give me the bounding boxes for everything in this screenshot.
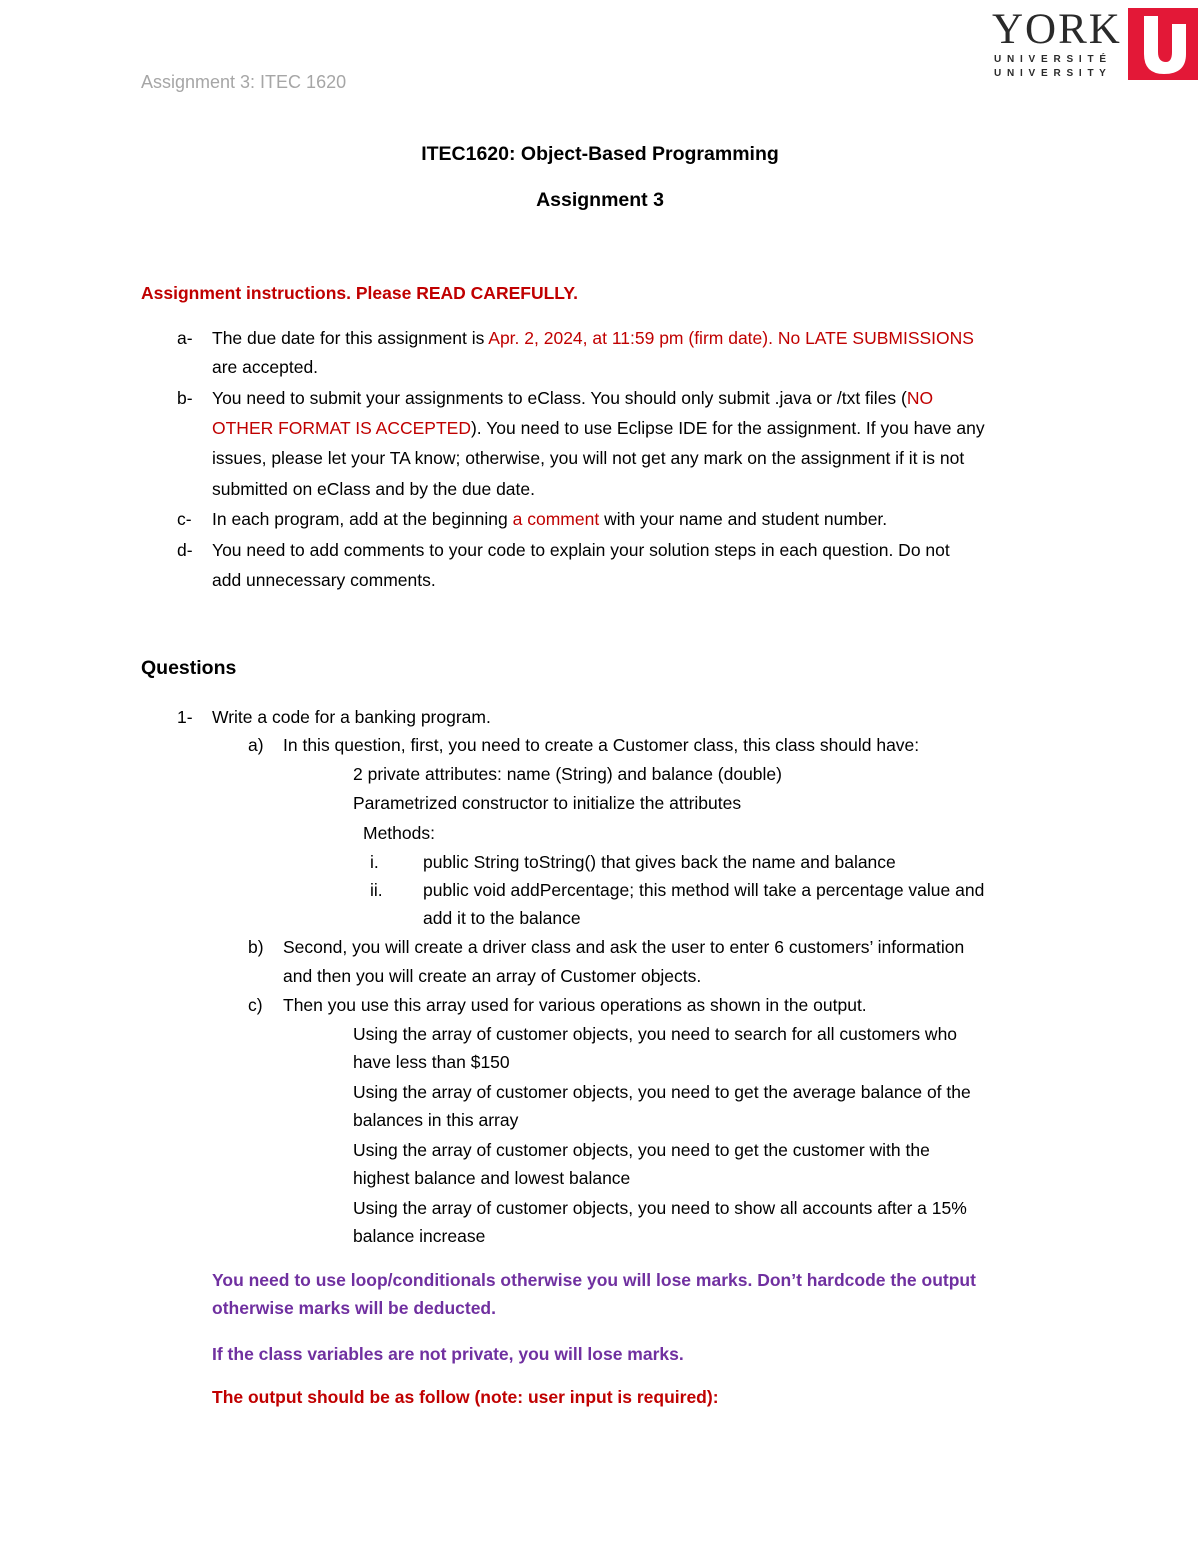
q1c-label: c) xyxy=(248,995,263,1015)
course-title: ITEC1620: Object-Based Programming xyxy=(421,143,779,165)
page-header: Assignment 3: ITEC 1620 xyxy=(141,72,347,92)
note-loops-line1: You need to use loop/conditionals otherwise you will lose marks. Don’t hardcode the output xyxy=(212,1270,976,1290)
q1b-line1: Second, you will create a driver class and ask the user to enter 6 customers’ information xyxy=(283,937,965,957)
q1-label: 1- xyxy=(177,707,193,727)
method-2-line1: public void addPercentage; this method will take a percentage value and xyxy=(423,880,985,900)
due-date-value: Apr. 2, 2024, at 11:59 pm (firm date). xyxy=(488,328,773,348)
item-b-line4: submitted on eClass and by the due date. xyxy=(212,479,535,499)
note-output-format: The output should be as follow (note: user input is required): xyxy=(212,1387,719,1407)
q1c-text: Then you use this array used for various operations as shown in the output. xyxy=(283,995,867,1015)
operation-3-line2: highest balance and lowest balance xyxy=(353,1168,631,1188)
questions-heading: Questions xyxy=(141,657,237,679)
note-private-variables: If the class variables are not private, you will lose marks. xyxy=(212,1344,684,1364)
method-2-line2: add it to the balance xyxy=(423,908,581,928)
item-b-line2: OTHER FORMAT IS ACCEPTED). You need to use Eclipse IDE for the assignment. If you have any xyxy=(212,418,985,438)
q1a-text: In this question, first, you need to create a Customer class, this class should have: xyxy=(283,735,920,755)
item-c-line: In each program, add at the beginning a comment with your name and student number. xyxy=(212,509,888,529)
q1b-line2: and then you will create an array of Customer objects. xyxy=(283,966,702,986)
operation-3-line1: Using the array of customer objects, you need to get the customer with the xyxy=(353,1140,930,1160)
item-a-line2: are accepted. xyxy=(212,357,319,377)
instructions-heading: Assignment instructions. Please READ CAREFULLY. xyxy=(141,283,578,303)
note-loops-line2: otherwise marks will be deducted. xyxy=(212,1298,496,1318)
q1b-label: b) xyxy=(248,937,264,957)
item-c-label: c- xyxy=(177,509,192,529)
q1a-attribute-2: Parametrized constructor to initialize the attributes xyxy=(353,793,742,813)
no-late-submissions: No LATE SUBMISSIONS xyxy=(777,328,974,348)
logo-u-mark-icon xyxy=(1128,8,1198,80)
logo-line-university: U N I V E R S I T Y xyxy=(994,68,1108,79)
q1a-label: a) xyxy=(248,735,264,755)
method-1-label: i. xyxy=(370,852,379,872)
q1a-methods-label: Methods: xyxy=(363,823,435,843)
item-d-line2: add unnecessary comments. xyxy=(212,570,436,590)
operation-4-line2: balance increase xyxy=(353,1226,486,1246)
due-date-text: The due date for this assignment is xyxy=(212,328,489,348)
method-1-text: public String toString() that gives back the name and balance xyxy=(423,852,896,872)
operation-4-line1: Using the array of customer objects, you need to show all accounts after a 15% xyxy=(353,1198,967,1218)
item-b-line1: You need to submit your assignments to eClass. You should only submit .java or /txt files (NO xyxy=(212,388,934,408)
q1a-attribute-1: 2 private attributes: name (String) and balance (double) xyxy=(353,764,782,784)
assignment-title: Assignment 3 xyxy=(536,189,664,211)
operation-2-line2: balances in this array xyxy=(353,1110,519,1130)
method-2-label: ii. xyxy=(370,880,383,900)
logo-wordmark: YORK xyxy=(992,6,1122,53)
operation-1-line2: have less than $150 xyxy=(353,1052,510,1072)
operation-1-line1: Using the array of customer objects, you need to search for all customers who xyxy=(353,1024,958,1044)
q1-text: Write a code for a banking program. xyxy=(212,707,491,727)
operation-2-line1: Using the array of customer objects, you need to get the average balance of the xyxy=(353,1082,971,1102)
york-university-logo xyxy=(990,6,1200,82)
item-d-line1: You need to add comments to your code to explain your solution steps in each question. Do not xyxy=(212,540,950,560)
item-a-label: a- xyxy=(177,328,193,348)
item-b-line3: issues, please let your TA know; otherwise, you will not get any mark on the assignment if it is not xyxy=(212,448,965,468)
item-a-line1 xyxy=(212,323,974,353)
no-other-format: OTHER FORMAT IS ACCEPTED xyxy=(212,418,471,438)
logo-line-universite: U N I V E R S I T É xyxy=(994,54,1108,65)
item-d-label: d- xyxy=(177,540,193,560)
item-b-label: b- xyxy=(177,388,193,408)
comment-highlight: a comment xyxy=(512,509,600,529)
